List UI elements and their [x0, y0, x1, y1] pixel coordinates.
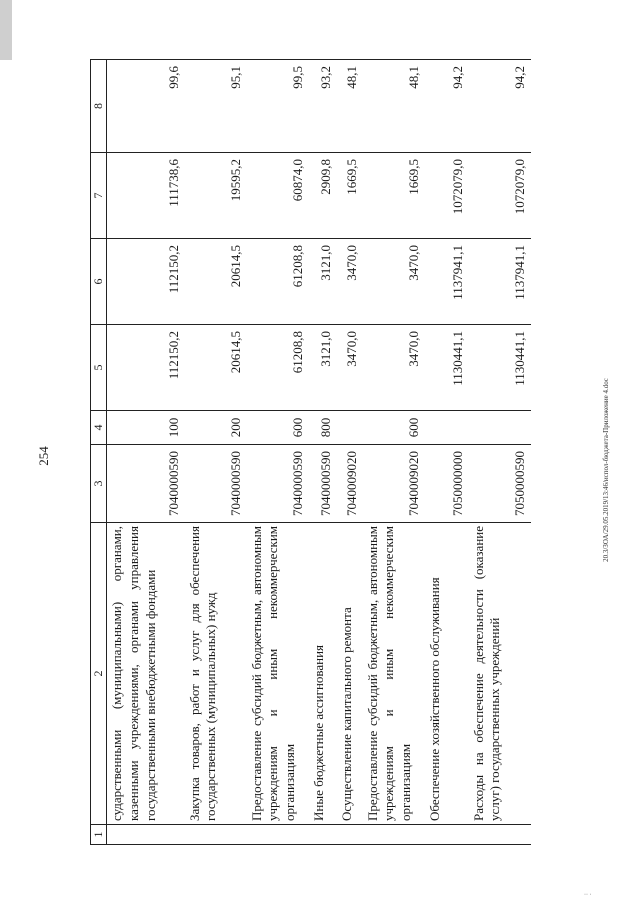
budget-table	[90, 59, 531, 845]
percent-cell: 99,6	[107, 60, 185, 153]
blank-cell	[309, 825, 337, 845]
column-number-row	[91, 60, 107, 845]
percent-cell: 48,1	[363, 60, 425, 153]
revised-value-cell: 20614,5	[185, 239, 247, 325]
actual-value-cell: 1669,5	[363, 153, 425, 239]
blank-cell	[107, 825, 185, 845]
expense-type-cell: 600	[247, 411, 309, 445]
expense-type-cell: 600	[363, 411, 425, 445]
rotated-table-container	[90, 60, 570, 845]
target-code-cell: 7040000590	[247, 445, 309, 523]
revised-value-cell: 1137941,1	[469, 239, 531, 325]
revised-value-cell: 3470,0	[363, 239, 425, 325]
planned-value-cell: 61208,8	[247, 325, 309, 411]
row-description: сударственными (муниципальными) органами, казенными учреждениями, органами управления государственными внебюджетными фондами	[107, 523, 185, 825]
target-code-cell: 7040009020	[337, 445, 363, 523]
expense-type-cell	[337, 411, 363, 445]
revised-value-cell: 3121,0	[309, 239, 337, 325]
row-description: Предоставление субсидий бюджетным, автономным учреждениям и иным некоммерческим организациям	[363, 523, 425, 825]
table-row	[469, 60, 531, 845]
target-code-cell: 7050000000	[425, 445, 469, 523]
blank-cell	[469, 825, 531, 845]
planned-value-cell: 112150,2	[107, 325, 185, 411]
col-header-7: 7	[91, 153, 107, 239]
blank-cell	[337, 825, 363, 845]
col-header-3: 3	[91, 445, 107, 523]
expense-type-cell: 200	[185, 411, 247, 445]
bottom-scan-mark: ·· ·	[584, 892, 592, 898]
table-row	[337, 60, 363, 845]
planned-value-cell: 3121,0	[309, 325, 337, 411]
table-row	[425, 60, 469, 845]
table-row	[309, 60, 337, 845]
revised-value-cell: 1137941,1	[425, 239, 469, 325]
target-code-cell: 7040009020	[363, 445, 425, 523]
planned-value-cell: 1130441,1	[425, 325, 469, 411]
percent-cell: 48,1	[337, 60, 363, 153]
actual-value-cell: 2909,8	[309, 153, 337, 239]
row-description: Осуществление капитального ремонта	[337, 523, 363, 825]
col-header-2: 2	[91, 523, 107, 825]
actual-value-cell: 1669,5	[337, 153, 363, 239]
blank-cell	[185, 825, 247, 845]
blank-cell	[425, 825, 469, 845]
actual-value-cell: 60874,0	[247, 153, 309, 239]
table-row	[363, 60, 425, 845]
expense-type-cell	[425, 411, 469, 445]
planned-value-cell: 3470,0	[363, 325, 425, 411]
expense-type-cell: 800	[309, 411, 337, 445]
percent-cell: 93,2	[309, 60, 337, 153]
percent-cell: 99,5	[247, 60, 309, 153]
table-row	[247, 60, 309, 845]
row-description: Иные бюджетные ассигнования	[309, 523, 337, 825]
actual-value-cell: 1072079,0	[469, 153, 531, 239]
planned-value-cell: 3470,0	[337, 325, 363, 411]
planned-value-cell: 1130441,1	[469, 325, 531, 411]
actual-value-cell: 19595,2	[185, 153, 247, 239]
col-header-1: 1	[91, 825, 107, 845]
row-description: Закупка товаров, работ и услуг для обеспечения государственных (муниципальных) нужд	[185, 523, 247, 825]
revised-value-cell: 3470,0	[337, 239, 363, 325]
col-header-5: 5	[91, 325, 107, 411]
revised-value-cell: 61208,8	[247, 239, 309, 325]
expense-type-cell: 100	[107, 411, 185, 445]
percent-cell: 94,2	[425, 60, 469, 153]
actual-value-cell: 111738,6	[107, 153, 185, 239]
actual-value-cell: 1072079,0	[425, 153, 469, 239]
footer-file-path: 20.3/ЗОА/29.05.2019/13:46/испол-бюджета-Приложение 4.doc	[602, 378, 610, 562]
scan-border	[0, 0, 12, 60]
table-row	[185, 60, 247, 845]
page-number: 254	[36, 446, 51, 466]
row-description: Обеспечение хозяйственного обслуживания	[425, 523, 469, 825]
percent-cell: 95,1	[185, 60, 247, 153]
percent-cell: 94,2	[469, 60, 531, 153]
target-code-cell: 7050000590	[469, 445, 531, 523]
col-header-8: 8	[91, 60, 107, 153]
blank-cell	[247, 825, 309, 845]
revised-value-cell: 112150,2	[107, 239, 185, 325]
col-header-6: 6	[91, 239, 107, 325]
target-code-cell: 7040000590	[107, 445, 185, 523]
table-row	[107, 60, 185, 845]
target-code-cell: 7040000590	[185, 445, 247, 523]
row-description: Расходы на обеспечение деятельности (оказание услуг) государственных учреждений	[469, 523, 531, 825]
target-code-cell: 7040000590	[309, 445, 337, 523]
col-header-4: 4	[91, 411, 107, 445]
blank-cell	[363, 825, 425, 845]
expense-type-cell	[469, 411, 531, 445]
planned-value-cell: 20614,5	[185, 325, 247, 411]
row-description: Предоставление субсидий бюджетным, автономным учреждениям и иным некоммерческим организациям	[247, 523, 309, 825]
